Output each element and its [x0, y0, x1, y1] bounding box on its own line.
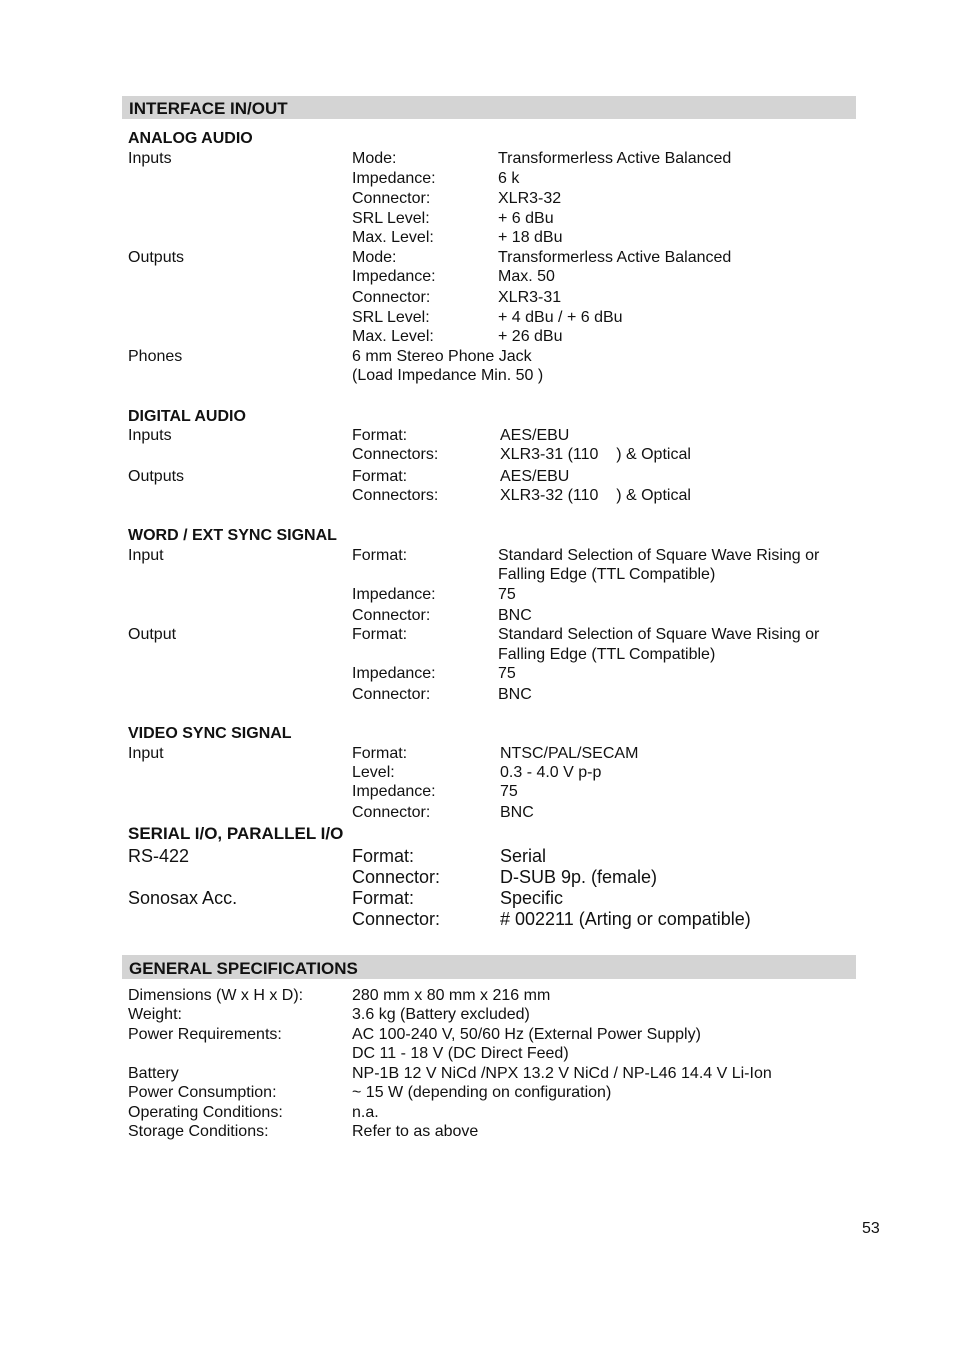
field-value: Standard Selection of Square Wave Rising or [498, 626, 820, 643]
field-label: Impedance: [352, 170, 436, 187]
row-label: Outputs [128, 468, 185, 485]
field-value: 75 [500, 783, 518, 800]
section-header-bar [122, 955, 856, 979]
field-value: Standard Selection of Square Wave Rising or [498, 547, 820, 564]
field-value: 6 mm Stereo Phone Jack [352, 348, 532, 365]
field-label: Max. Level: [352, 328, 434, 345]
section-title: GENERAL SPECIFICATIONS [129, 959, 358, 978]
row-label: Power Requirements: [128, 1026, 282, 1043]
section-header-bar [122, 96, 856, 119]
field-value: XLR3-31 (110 ) & Optical [500, 446, 691, 463]
row-label: RS-422 [128, 846, 190, 866]
field-value: D-SUB 9p. (female) [500, 867, 658, 887]
field-value: Transformerless Active Balanced [498, 150, 732, 167]
field-value: ~ 15 W (depending on configuration) [352, 1084, 612, 1101]
field-label: Connector: [352, 804, 431, 821]
field-label: Impedance: [352, 586, 436, 603]
row-label: Outputs [128, 249, 185, 266]
subsection-heading: WORD / EXT SYNC SIGNAL [128, 527, 337, 544]
field-value: (Load Impedance Min. 50 ) [352, 367, 544, 384]
field-label: Level: [352, 764, 395, 781]
row-label: Input [128, 745, 164, 762]
field-label: Connector: [352, 289, 431, 306]
field-value: Specific [500, 888, 564, 908]
field-value: Falling Edge (TTL Compatible) [498, 646, 716, 663]
field-label: Connectors: [352, 487, 439, 504]
row-label: Operating Conditions: [128, 1104, 283, 1121]
subsection-heading: SERIAL I/O, PARALLEL I/O [128, 824, 344, 843]
field-label: Format: [352, 468, 408, 485]
subsection-heading: ANALOG AUDIO [128, 130, 253, 147]
section-title: INTERFACE IN/OUT [129, 99, 288, 118]
field-label: Format: [352, 846, 415, 866]
row-label: Dimensions (W x H x D): [128, 987, 304, 1004]
row-label: Input [128, 547, 164, 564]
field-label: Connectors: [352, 446, 439, 463]
row-label: Battery [128, 1065, 179, 1082]
field-value: NTSC/PAL/SECAM [500, 745, 639, 762]
field-value: Refer to as above [352, 1123, 479, 1140]
field-label: Format: [352, 745, 408, 762]
field-value: BNC [498, 686, 532, 703]
field-label: Connector: [352, 867, 441, 887]
field-value: 280 mm x 80 mm x 216 mm [352, 987, 551, 1004]
field-value: BNC [498, 607, 532, 624]
field-value: XLR3-31 [498, 289, 562, 306]
field-value: 6 k [498, 170, 520, 187]
row-label: Storage Conditions: [128, 1123, 269, 1140]
field-label: Format: [352, 427, 408, 444]
field-label: Impedance: [352, 665, 436, 682]
field-value: + 26 dBu [498, 328, 563, 345]
row-label: Inputs [128, 427, 172, 444]
row-label: Weight: [128, 1006, 182, 1023]
field-label: Mode: [352, 249, 397, 266]
subsection-heading: DIGITAL AUDIO [128, 408, 246, 425]
field-label: SRL Level: [352, 309, 430, 326]
field-value: NP-1B 12 V NiCd /NPX 13.2 V NiCd / NP-L46 14.4 V Li-Ion [352, 1065, 772, 1082]
field-value: 75 [498, 665, 516, 682]
field-value: Max. 50 [498, 268, 555, 285]
field-value: # 002211 (Arting or compatible) [500, 909, 751, 929]
row-label: Inputs [128, 150, 172, 167]
row-label: Power Consumption: [128, 1084, 277, 1101]
field-value: 3.6 kg (Battery excluded) [352, 1006, 530, 1023]
field-value: AC 100-240 V, 50/60 Hz (External Power Supply) [352, 1026, 701, 1043]
field-value: BNC [500, 804, 534, 821]
field-label: SRL Level: [352, 210, 430, 227]
field-label: Impedance: [352, 268, 436, 285]
subsection-heading: VIDEO SYNC SIGNAL [128, 725, 292, 742]
field-label: Connector: [352, 607, 431, 624]
field-value: Serial [500, 846, 547, 866]
row-label: Sonosax Acc. [128, 888, 238, 908]
page-number: 53 [862, 1220, 880, 1237]
field-label: Connector: [352, 190, 431, 207]
field-label: Connector: [352, 686, 431, 703]
field-value: + 4 dBu / + 6 dBu [498, 309, 623, 326]
field-value: n.a. [352, 1104, 379, 1121]
field-value: 0.3 - 4.0 V p-p [500, 764, 602, 781]
field-value: Falling Edge (TTL Compatible) [498, 566, 716, 583]
field-label: Mode: [352, 150, 397, 167]
field-label: Connector: [352, 909, 441, 929]
field-label: Format: [352, 626, 408, 643]
field-label: Format: [352, 888, 415, 908]
field-value: AES/EBU [500, 468, 570, 485]
field-value: 75 [498, 586, 516, 603]
field-label: Max. Level: [352, 229, 434, 246]
field-value: + 18 dBu [498, 229, 563, 246]
field-value: DC 11 - 18 V (DC Direct Feed) [352, 1045, 569, 1062]
field-value: XLR3-32 [498, 190, 562, 207]
row-label: Phones [128, 348, 183, 365]
row-label: Output [128, 626, 177, 643]
field-value: AES/EBU [500, 427, 570, 444]
field-label: Format: [352, 547, 408, 564]
field-label: Impedance: [352, 783, 436, 800]
field-value: XLR3-32 (110 ) & Optical [500, 487, 691, 504]
field-value: + 6 dBu [498, 210, 554, 227]
field-value: Transformerless Active Balanced [498, 249, 732, 266]
